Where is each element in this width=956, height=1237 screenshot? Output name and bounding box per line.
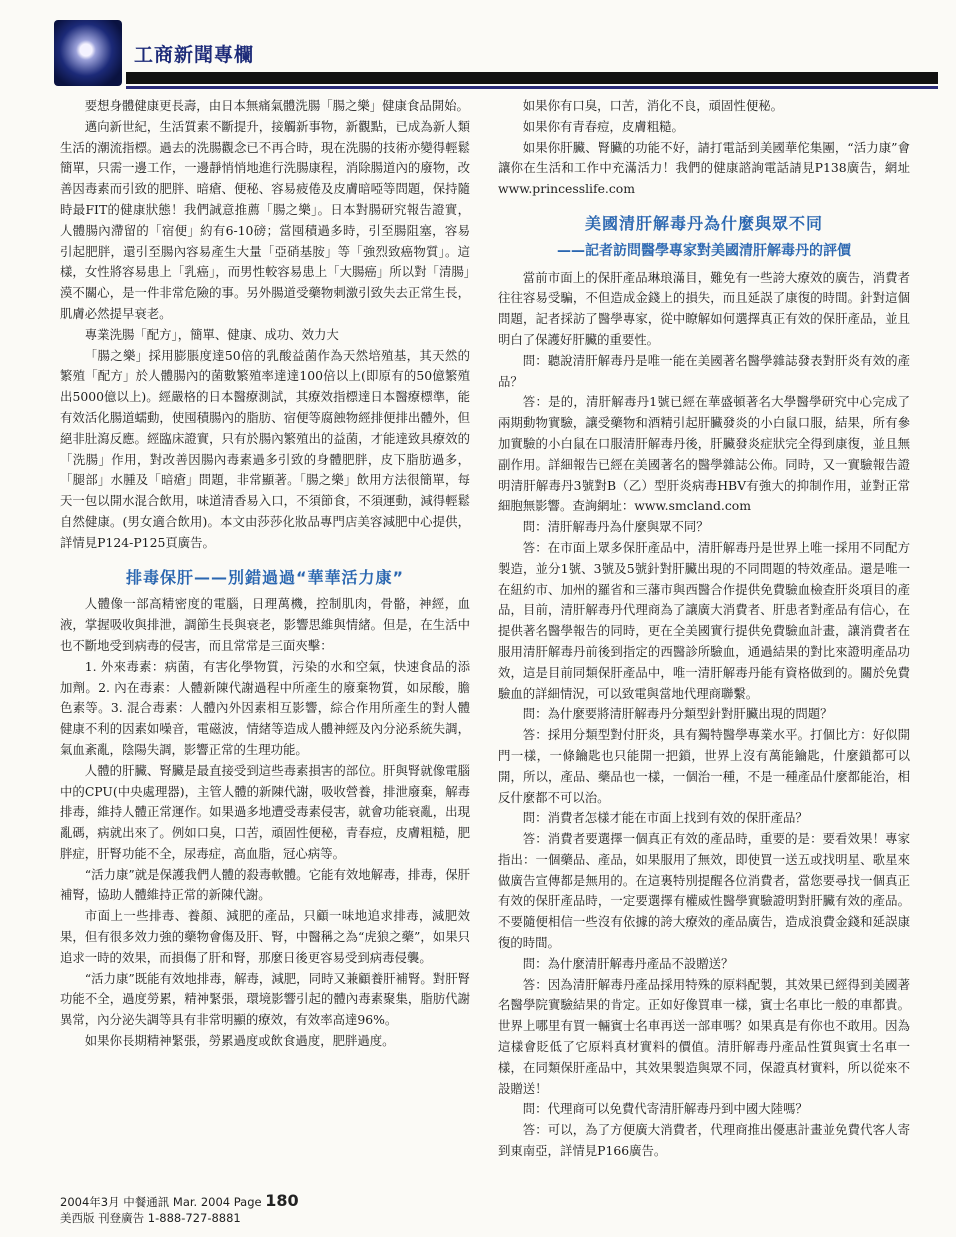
paragraph: 如果你肝臟、腎臟的功能不好，請打電話到美國華佗集團，“活力康”會讓你在生活和工作中充滿活力！我們的健康諮詢電話請見P138廣告，網址www.princesslife.com	[498, 139, 910, 197]
question: 問：消費者怎樣才能在市面上找到有效的保肝產品？	[522, 810, 808, 826]
paragraph: 當前市面上的保肝產品琳琅滿目，難免有一些誇大療效的廣告，消費者往往容易受騙，不但造成金錢上的損失，而且延誤了康復的時間。針對這個問題，記者採訪了醫學專家，從中瞭解如何選擇真正有效的保肝產品，並且明白了保護好肝臟的重要性。	[498, 269, 910, 347]
paragraph: 如果你有口臭，口苦，消化不良，頑固性便秘。	[522, 98, 783, 113]
question: 問：聽說清肝解毒丹是唯一能在美國著名醫學雜誌發表對肝炎有效的產品？	[498, 352, 910, 389]
globe-logo-icon	[54, 20, 122, 86]
footer-line	[60, 1193, 299, 1210]
paragraph: “活力康”就是保護我們人體的殺毒軟體。它能有效地解毒，排毒，保肝補腎，協助人體維持正常的新陳代謝。	[60, 866, 470, 903]
answer: 答：在市面上眾多保肝產品中，清肝解毒丹是世界上唯一採用不同配方製造，並分1號、3號及5號針對肝臟出現的不同問題的特效產品。還是唯一在紐約市、加州的羅省和三藩市與西醫合作提供免費驗血檢查肝炎項目的產品，目前，清肝解毒丹代理商為了讓廣大消費者、肝患者對產品有信心，在提供著名醫學報告的同時，更在全美國實行提供免費驗血計畫，讓消費者在服用清肝解毒丹前後到指定的西醫診所驗血，通過結果的對比來證明產品功效，這是目前同類保肝產品中，唯一清肝解毒丹能有資格做到的。關於免費驗血的詳細情況，可以致電與當地代理商聯繫。	[498, 539, 910, 701]
question: 問：清肝解毒丹為什麼與眾不同？	[522, 519, 709, 535]
paragraph: 專業洗腸「配方」，簡單、健康、成功、效力大	[84, 326, 339, 342]
paragraph: 人體的肝臟、腎臟是最直接受到這些毒素損害的部位。肝與腎就像電腦中的CPU(中央處理器)，主管人體的新陳代謝，吸收營養，排泄廢棄，解毒排毒，維持人體正常運作。如果過多地遭受毒素侵害，就會功能衰亂，出現亂碼，病就出來了。例如口臭，口苦，頑固性便秘，青春痘，皮膚粗糙，肥胖症，肝腎功能不全，尿毒症，高血脂，冠心病等。	[60, 762, 470, 861]
paragraph: 「腸之樂」採用膨脹度達50倍的乳酸益菌作為天然培殖基，其天然的繁殖「配方」於人體腸內的菌數繁殖率達達100倍以上(即原有的50億繁殖出5000億以上)。經嚴格的日本醫療測試，其療效指標達日本醫療標準，能有效活化腸道蠕動，使囤積腸內的脂肪、宿便等腐蝕物經排便排出體外，但絕非肚瀉反應。經臨床證實，只有於腸內繁殖出的益菌，才能達致具療效的「洗腸」作用，對改善因腸內毒素過多引致的身體肥胖，皮下脂肪過多，「腿部」水腫及「暗瘡」問題，非常顯著。「腸之樂」飲用方法很簡單，每天一包以開水混合飲用，味道清香易入口，不須節食，不須運動，減得輕鬆自然健康。(男女適合飲用)。本文由莎莎化妝品專門店美容減肥中心提供，詳情見P124-P125頁廣告。	[60, 347, 470, 550]
paragraph: 要想身體健康更長壽，由日本無痛氣體洗腸「腸之樂」健康食品開始。	[84, 98, 469, 113]
answer: 答：是的，清肝解毒丹1號已經在華盛頓著名大學醫學研究中心完成了兩期動物實驗，讓受藥物和酒精引起肝臟發炎的小白鼠口服，結果，所有參加實驗的小白鼠在口服清肝解毒丹後，肝臟發炎症狀完全得到康復，並且無副作用。詳細報告已經在美國著名的醫學雜誌公佈。同時，又一實驗報告證明清肝解毒丹3號對B（乙）型肝炎病毒HBV有強大的抑制作用，並對正常細胞無影響。查詢網址：www.smcland.com	[498, 394, 910, 514]
question: 問：為什麼要將清肝解毒丹分類型針對肝臟出現的問題？	[522, 706, 833, 722]
footer-contact: 美西版 刊登廣告 1-888-727-8881	[60, 1211, 241, 1225]
answer: 答：採用分類型對付肝炎，具有獨特醫學專業水平。打個比方：好似開門一樣，一條鑰匙也只能開一把鎖，世界上沒有萬能鑰匙，什麼鎖都可以開，所以，產品、藥品也一樣，一個治一種，不是一種產品什麼都能治，相反什麼都不可以治。	[498, 727, 910, 805]
page-number: 180	[265, 1191, 299, 1210]
paragraph: 1. 外來毒素：病菌，有害化學物質，污染的水和空氣，快速食品的添加劑。2. 內在毒素：人體新陳代謝過程中所產生的廢棄物質，如尿酸，膽色素等。3. 混合毒素：人體內外因素相互影響，綜合作用所產生的對人體健康不利的因素如噪音，電磁波，情緒等造成人體神經及內分泌系統失調，氣血紊亂，陰陽失調，影響正常的生理功能。	[60, 658, 470, 757]
column-title: 工商新聞專欄	[134, 44, 255, 66]
answer: 答：可以，為了方便廣大消費者，代理商推出優惠計畫並免費代客人寄到東南亞，詳情見P166廣告。	[498, 1122, 910, 1159]
header-rule-thin	[126, 86, 938, 89]
footer-date: 2004年3月 中餐通訊 Mar. 2004 Page	[60, 1195, 262, 1209]
paragraph: “活力康”既能有效地排毒，解毒，減肥，同時又兼顧養肝補腎。對肝腎功能不全，過度勞累，精神緊張，環境影響引起的體內毒素聚集，脂肪代謝異常，內分泌失調等具有非常明顯的療效，有效率高達96%。	[60, 970, 470, 1028]
paragraph: 市面上一些排毒、養顏、減肥的產品，只顧一味地追求排毒，減肥效果，但有很多效力強的藥物會傷及肝、腎，中醫稱之為“虎狼之藥”，如果只追求一時的效果，而損傷了肝和腎，那麼日後更容易受到病毒侵襲。	[60, 908, 470, 965]
header-rule	[126, 72, 938, 84]
answer: 答：消費者要選擇一個真正有效的產品時，重要的是：要看效果！專家指出：一個藥品、產品，如果服用了無效，即使買一送五或找明星、歌星來做廣告宣傳都是無用的。在這裏特別提醒各位消費者，當您要尋找一個真正有效的保肝產品時，一定要選擇有權威性醫學實驗證明對肝臟有效的產品。不要隨便相信一些沒有依據的誇大療效的產品廣告，造成浪費金錢和延誤康復的時間。	[498, 831, 910, 951]
paragraph: 邁向新世紀，生活質素不斷提升，接觸新事物，新觀點，已成為新人類生活的潮流指標。過去的洗腸觀念已不再合時，現在洗腸的技術亦變得輕鬆簡單，只需一邊工作，一邊靜悄悄地進行洗腸康程，消除腸道內的廢物，改善因毒素而引致的肥胖、暗瘡、便秘、容易疲倦及皮膚暗啞等問題，保持隨時最FIT的健康狀態！我們誠意推薦「腸之樂」。日本對腸研究報告證實，人體腸內滯留的「宿便」約有6-10磅；當囤積過多時，引至腸阻塞，容易引起肥胖，還引至腸內容易產生大量「亞硝基胺」等「強烈致癌物質」。這樣，女性將容易患上「乳癌」，而男性較容易患上「大腸癌」所以對「清腸」漠不關心，是一件非常危險的事。另外腸道受藥物刺激引致失去正常生長，肌膚必然提早衰老。	[60, 118, 470, 321]
section-heading: 排毒保肝——別錯過過“華華活力康”	[125, 567, 405, 587]
section-heading: 美國清肝解毒丹為什麼與眾不同	[584, 213, 823, 233]
section-subheading: ——記者訪問醫學專家對美國清肝解毒丹的評價	[557, 242, 851, 259]
answer: 答：因為清肝解毒丹產品採用特殊的原料配製，其效果已經得到美國著名醫學院實驗結果的肯定。正如好像買車一樣，賓士名車比一般的車都貴。世界上哪里有買一輛賓士名車再送一部車嗎？如果真是有你也不敢用。因為這樣會貶低了它原料真材實料的價值。清肝解毒丹產品性質與賓士名車一樣，在同類保肝產品中，其效果製造與眾不同，保證真材實料，所以從來不設贈送！	[498, 976, 910, 1096]
question: 問：為什麼清肝解毒丹產品不設贈送？	[522, 955, 734, 971]
paragraph: 如果你長期精神緊張，勞累過度或飲食過度，肥胖過度。	[84, 1033, 395, 1049]
question: 問：代理商可以免費代寄清肝解毒丹到中國大陸嗎？	[522, 1101, 808, 1117]
page-footer	[60, 1193, 299, 1226]
right-column	[498, 96, 910, 1162]
paragraph: 人體像一部高精密度的電腦，日理萬機，控制肌肉，骨骼，神經，血液，掌握吸收與排泄，調節生長與衰老，影響思維與情緒。但是，在生活中也不斷地受到病毒的侵害，而且常常是三面夾擊：	[60, 596, 470, 653]
paragraph: 如果你有青春痘，皮膚粗糙。	[522, 118, 684, 134]
column-header	[34, 16, 914, 82]
left-column	[60, 96, 470, 1052]
